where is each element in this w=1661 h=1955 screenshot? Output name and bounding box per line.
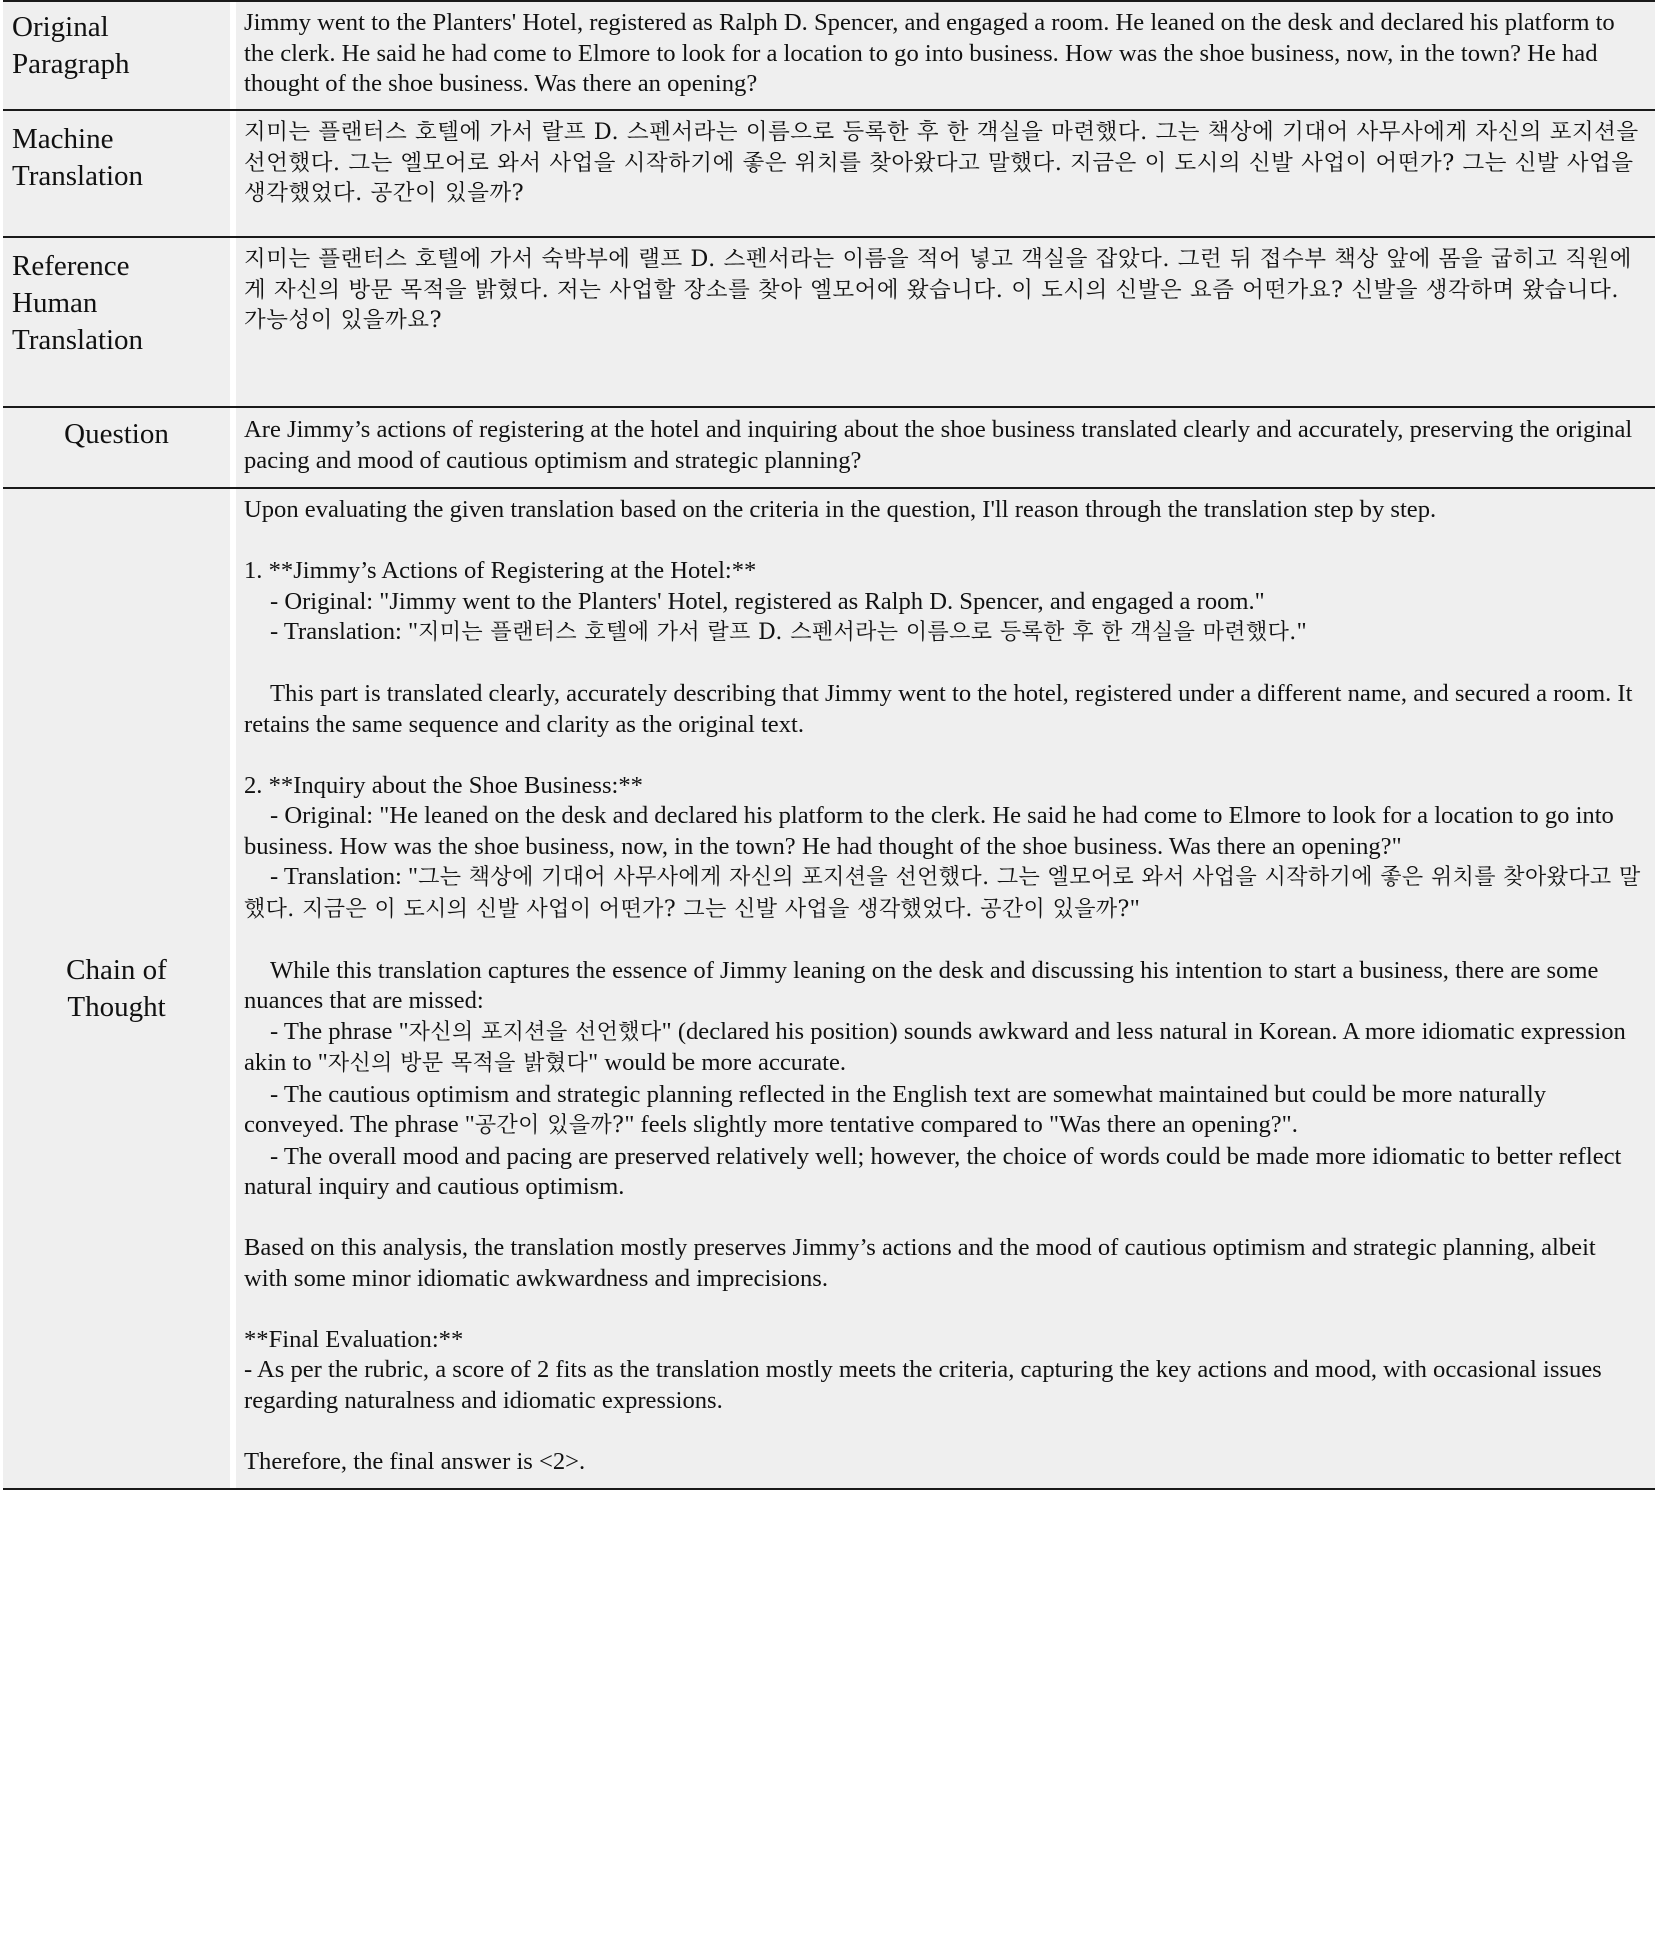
question-label: Question [3, 408, 230, 487]
label-line: Translation [12, 160, 144, 192]
cot-section2-heading: 2. **Inquiry about the Shoe Business:** [244, 771, 643, 799]
evaluation-table [3, 0, 1655, 1490]
label-line: Original [12, 11, 109, 43]
original-paragraph-text: Jimmy went to the Planters' Hotel, registered as Ralph D. Spencer, and engaged a room. He leaned on the desk and declared his platform to the clerk. He said he had come to Elmore to look for a location to go into business. How was the shoe business, now, in the town? He had thought of the shoe business. Was there an opening? [236, 2, 1655, 109]
row-reference-translation [3, 238, 1655, 408]
cot-section1-heading: 1. **Jimmy’s Actions of Registering at the Hotel:** [244, 557, 757, 584]
machine-translation-label [3, 111, 230, 236]
machine-translation-text: 지미는 플랜터스 호텔에 가서 랄프 D. 스펜서라는 이름으로 등록한 후 한 객실을 마련했다. 그는 책상에 기대어 사무사에게 자신의 포지션을 선언했다. 그는 엘모어로 와서 사업을 시작하기에 좋은 위치를 찾아왔다고 말했다. 지금은 이 도시의 신발 사업이 어떤가? 그는 신발 사업을 생각했었다. 공간이 있을까? [236, 111, 1655, 236]
label-line: Human [12, 287, 98, 319]
label-line: Reference [12, 250, 130, 282]
cot-section1-original: - Original: "Jimmy went to the Planters' Hotel, registered as Ralph D. Spencer, and engaged a room." [270, 587, 1265, 615]
cot-conclusion: Therefore, the final answer is <2>. [244, 1447, 586, 1475]
cot-section1-note: This part is translated clearly, accurately describing that Jimmy went to the hotel, registered under a different name, and secured a room. It retains the same sequence and clarity as the original text. [244, 680, 1633, 738]
cot-section1-translation: - Translation: "지미는 플랜터스 호텔에 가서 랄프 D. 스펜서라는 이름으로 등록한 후 한 객실을 마련했다." [270, 618, 1307, 645]
cot-final-heading: **Final Evaluation:** [244, 1325, 464, 1353]
row-original-paragraph [3, 2, 1655, 111]
reference-translation-text: 지미는 플랜터스 호텔에 가서 숙박부에 랠프 D. 스펜서라는 이름을 적어 넣고 객실을 잡았다. 그런 뒤 접수부 책상 앞에 몸을 굽히고 직원에게 자신의 방문 목적을 밝혔다. 저는 사업할 장소를 찾아 엘모어에 왔습니다. 이 도시의 신발은 요즘 어떤가요? 신발을 생각하며 왔습니다. 가능성이 있을까요? [236, 238, 1655, 406]
row-chain-of-thought [3, 489, 1655, 1490]
cot-final-text: - As per the rubric, a score of 2 fits as the translation mostly meets the criteria, capturing the key actions and mood, with occasional issues regarding naturalness and idiomatic expressions. [244, 1356, 1602, 1414]
chain-of-thought-label [3, 489, 230, 1488]
label-line: Translation [12, 324, 144, 356]
original-paragraph-label [3, 2, 230, 109]
cot-section2-original: - Original: "He leaned on the desk and declared his platform to the clerk. He said he had come to Elmore to look for a location to go into business. How was the shoe business, now, in the town? He had thought of the shoe business. Was there an opening?" [244, 802, 1614, 860]
label-line: Thought [67, 990, 166, 1023]
row-question [3, 408, 1655, 489]
cot-bullet-phrase: - The phrase "자신의 포지션을 선언했다" (declared his position) sounds awkward and less natural in Korean. A more idiomatic expression akin to "자신의 방문 목적을 밝혔다" would be more accurate. [244, 1017, 1626, 1076]
chain-of-thought-text [236, 489, 1655, 1488]
question-text: Are Jimmy’s actions of registering at the hotel and inquiring about the shoe business translated clearly and accurately, preserving the original pacing and mood of cautious optimism and strategic planning? [236, 408, 1655, 487]
reference-translation-label [3, 238, 230, 406]
label-line: Paragraph [12, 48, 130, 80]
row-machine-translation [3, 111, 1655, 238]
cot-section2-note: While this translation captures the essence of Jimmy leaning on the desk and discussing his intention to start a business, there are some nuances that are missed: [244, 956, 1599, 1014]
cot-intro: Upon evaluating the given translation based on the criteria in the question, I'll reason through the translation step by step. [244, 496, 1437, 523]
label-line: Machine [12, 123, 114, 155]
cot-analysis: Based on this analysis, the translation mostly preserves Jimmy’s actions and the mood of cautious optimism and strategic planning, albeit with some minor idiomatic awkwardness and imprecisions. [244, 1234, 1596, 1292]
cot-section2-translation: - Translation: "그는 책상에 기대어 사무사에게 자신의 포지션을 선언했다. 그는 엘모어로 와서 사업을 시작하기에 좋은 위치를 찾아왔다고 말했다. 지금은 이 도시의 신발 사업이 어떤가? 그는 신발 사업을 생각했었다. 공간이 있을까?" [244, 863, 1641, 922]
cot-bullet-mood: - The overall mood and pacing are preserved relatively well; however, the choice of words could be made more idiomatic to better reflect natural inquiry and cautious optimism. [244, 1142, 1622, 1200]
cot-bullet-optimism: - The cautious optimism and strategic planning reflected in the English text are somewhat maintained but could be more naturally conveyed. The phrase "공간이 있을까?" feels slightly more tentative compared to "Was there an opening?". [244, 1080, 1547, 1138]
label-line: Chain of [66, 953, 167, 986]
